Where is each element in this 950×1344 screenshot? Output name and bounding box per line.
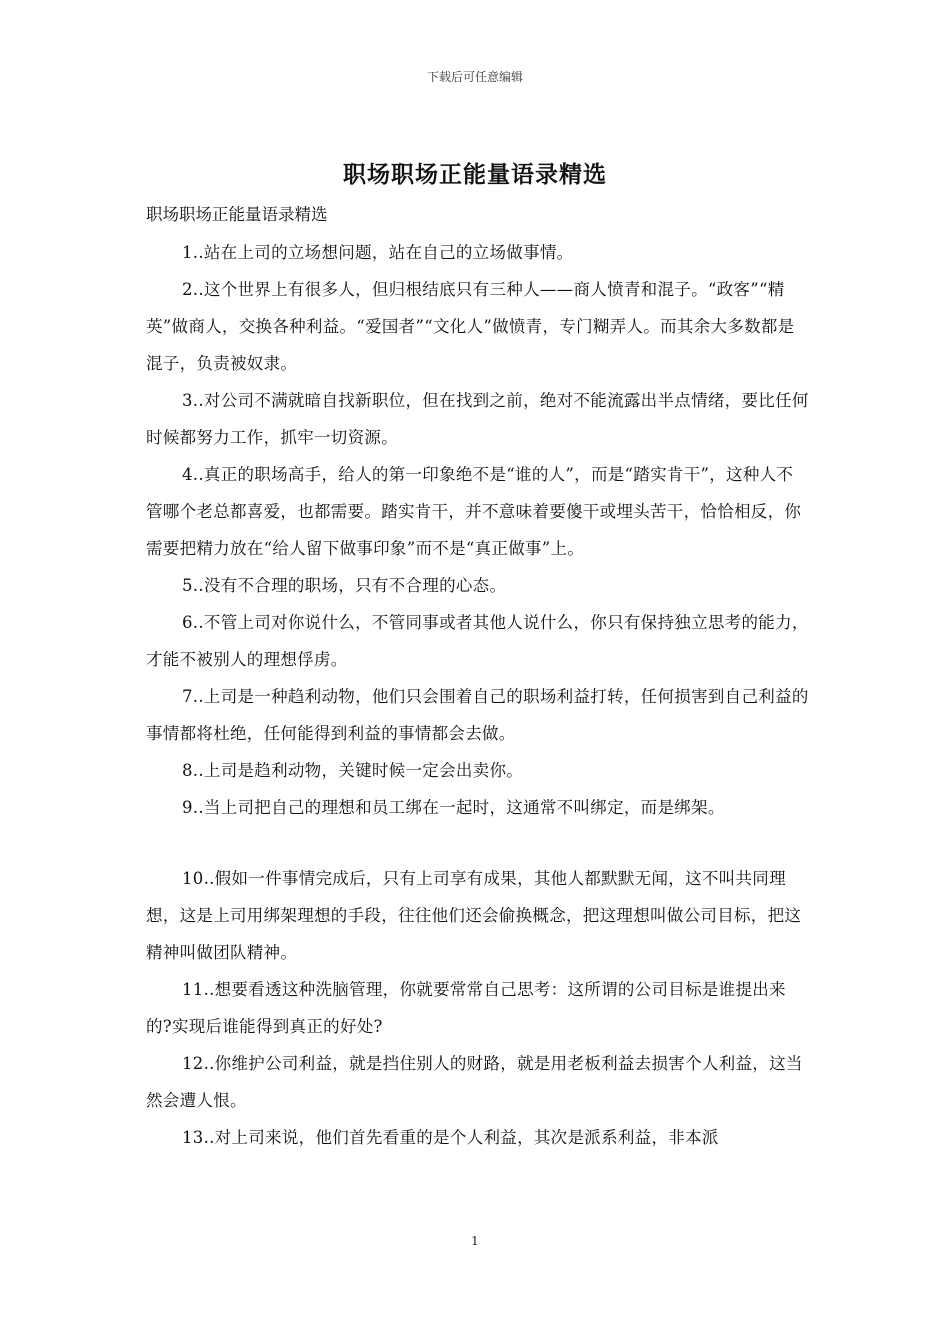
paragraph-11: 11..想要看透这种洗脑管理，你就要常常自己思考：这所谓的公司目标是谁提出来的?实现后谁能得到真正的好处?	[146, 980, 786, 1036]
paragraph-5: 5..没有不合理的职场，只有不合理的心态。	[182, 576, 507, 595]
header-note: 下载后可任意编辑	[426, 70, 523, 84]
paragraph-13: 13..对上司来说，他们首先看重的是个人利益，其次是派系利益，非本派	[182, 1128, 719, 1147]
paragraph-9: 9..当上司把自己的理想和员工绑在一起时，这通常不叫绑定，而是绑架。	[182, 798, 725, 817]
document-body	[146, 234, 810, 1156]
paragraph-7: 7..上司是一种趋利动物，他们只会围着自己的职场利益打转，任何损害到自己利益的事情都将杜绝，任何能得到利益的事情都会去做。	[146, 687, 809, 743]
document-title: 职场职场正能量语录精选	[343, 161, 607, 188]
paragraph-6: 6..不管上司对你说什么，不管同事或者其他人说什么，你只有保持独立思考的能力，才能不被别人的理想俘虏。	[146, 613, 809, 669]
paragraph-2: 2..这个世界上有很多人，但归根结底只有三种人——商人愤青和混子。“政客”“精英”做商人，交换各种利益。“爱国者”“文化人”做愤青，专门糊弄人。而其余大多数都是混子，负责被奴隶。	[146, 280, 795, 373]
paragraph-10: 10..假如一件事情完成后，只有上司享有成果，其他人都默默无闻，这不叫共同理想，这是上司用绑架理想的手段，往往他们还会偷换概念，把这理想叫做公司目标，把这精神叫做团队精神。	[146, 869, 802, 962]
document-subtitle: 职场职场正能量语录精选	[146, 205, 328, 224]
paragraph-3: 3..对公司不满就暗自找新职位，但在找到之前，绝对不能流露出半点情绪，要比任何时候都努力工作，抓牢一切资源。	[146, 391, 809, 447]
paragraph-8: 8..上司是趋利动物，关键时候一定会出卖你。	[182, 761, 524, 780]
paragraph-4: 4..真正的职场高手，给人的第一印象绝不是“谁的人”，而是“踏实肯干”，这种人不管哪个老总都喜爱，也都需要。踏实肯干，并不意味着要傻干或埋头苦干，恰恰相反，你需要把精力放在“给人留下做事印象”而不是“真正做事”上。	[146, 465, 802, 558]
paragraph-1: 1..站在上司的立场想问题，站在自己的立场做事情。	[182, 243, 574, 262]
page-number: 1	[471, 1234, 479, 1248]
paragraph-12: 12..你维护公司利益，就是挡住别人的财路，就是用老板利益去损害个人利益，这当然会遭人恨。	[146, 1054, 803, 1110]
